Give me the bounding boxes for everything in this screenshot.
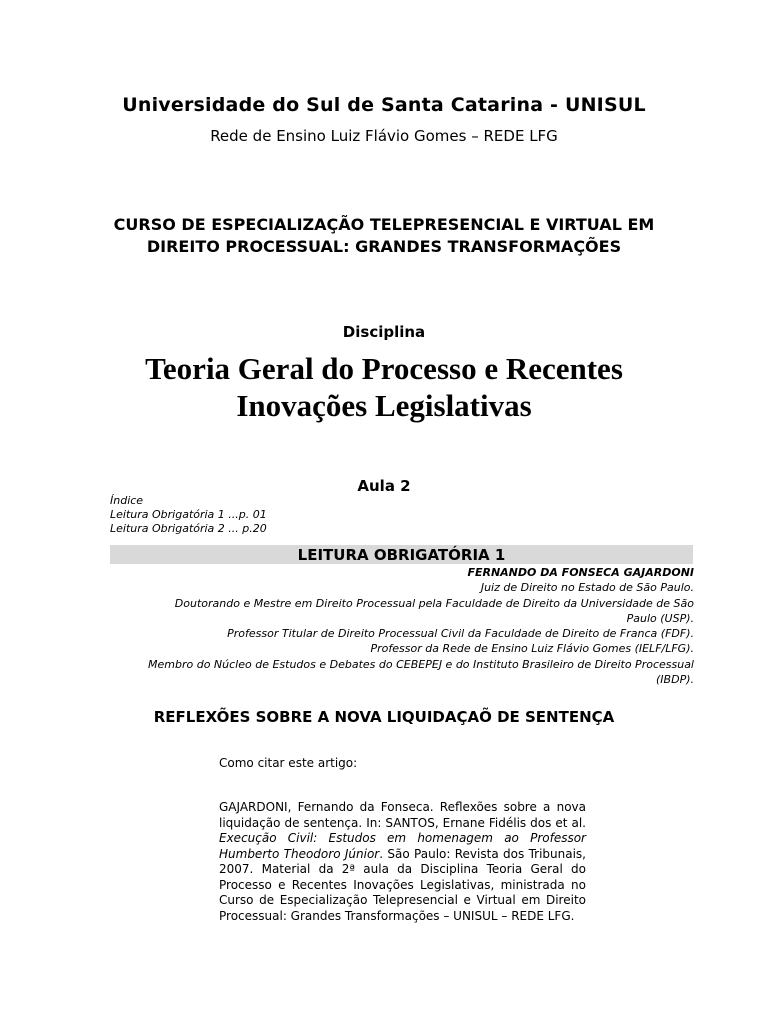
reading-heading-bar: LEITURA OBRIGATÓRIA 1 — [110, 545, 693, 564]
discipline-title — [0, 350, 768, 424]
author-name: FERNANDO DA FONSECA GAJARDONI — [467, 566, 694, 579]
citation-part1: GAJARDONI, Fernando da Fonseca. Reflexões sobre a nova liquidação de sentença. In: SANTOS, Ernane Fidélis dos et al. — [219, 800, 586, 830]
university-title: Universidade do Sul de Santa Catarina - UNISUL — [122, 94, 646, 116]
network-subtitle: Rede de Ensino Luiz Flávio Gomes – REDE LFG — [210, 127, 558, 145]
course-title-line1: CURSO DE ESPECIALIZAÇÃO TELEPRESENCIAL E VIRTUAL EM — [113, 215, 655, 234]
citation-part2: . São Paulo: Revista dos Tribunais, 2007. Material da 2ª aula da Disciplina Teoria Geral do Processo e Recentes Inovações Legislativas, ministrada no Curso de Especialização Telepresencial e Virtual em Direito Processual: Grandes Transformações – UNISUL – REDE LFG. — [219, 846, 586, 923]
author-credential: Doutorando e Mestre em Direito Processual pela Faculdade de Direito da Universidade de São — [174, 596, 694, 610]
author-credential: Paulo (USP). — [626, 611, 694, 625]
cite-label: Como citar este artigo: — [219, 756, 358, 770]
lesson-label: Aula 2 — [357, 477, 411, 495]
discipline-title-line1: Teoria Geral do Processo e Recentes — [145, 351, 623, 386]
author-credential: Professor da Rede de Ensino Luiz Flávio Gomes (IELF/LFG). — [370, 642, 694, 656]
author-block — [110, 565, 694, 687]
discipline-label: Disciplina — [342, 323, 426, 341]
author-credential: Membro do Núcleo de Estudos e Debates do CEBEPEJ e do Instituto Brasileiro de Direito Processual — [148, 657, 694, 671]
course-title-line2: DIREITO PROCESSUAL: GRANDES TRANSFORMAÇÕES — [146, 237, 622, 256]
author-credential: Juiz de Direito no Estado de São Paulo. — [480, 581, 694, 595]
index-item[interactable]: Leitura Obrigatória 2 ... p.20 — [110, 522, 267, 535]
course-title — [0, 214, 768, 258]
author-credential: Professor Titular de Direito Processual Civil da Faculdade de Direito de Franca (FDF). — [227, 627, 694, 641]
article-title: REFLEXÕES SOBRE A NOVA LIQUIDAÇAÕ DE SENTENÇA — [153, 708, 615, 726]
citation-reference — [219, 800, 586, 924]
index-block — [110, 494, 267, 536]
index-title: Índice — [110, 494, 144, 507]
index-item[interactable]: Leitura Obrigatória 1 ...p. 01 — [110, 508, 267, 521]
discipline-title-line2: Inovações Legislativas — [236, 388, 532, 423]
citation-book-title: Execução Civil: Estudos em homenagem ao Professor Humberto Theodoro Júnior — [219, 831, 586, 861]
author-credential: (IBDP). — [656, 673, 694, 687]
